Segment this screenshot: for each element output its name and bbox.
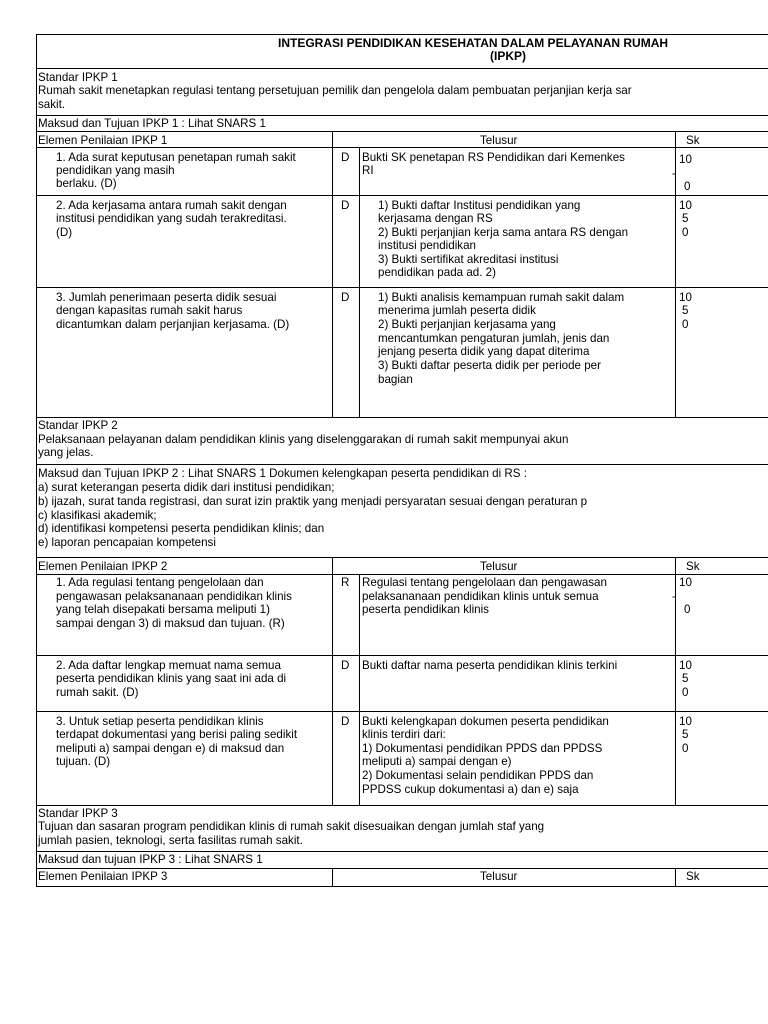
std2-list-c: c) klasifikasi akademik;: [38, 509, 157, 522]
divider: [36, 115, 768, 116]
std1-row3-telusur-3: 2) Bukti perjanjian kerjasama yang: [378, 318, 556, 331]
std1-row2-telusur-4: institusi pendidikan: [378, 239, 476, 252]
std3-label: Standar IPKP 3: [38, 807, 118, 820]
std2-row3-skor-2: 5: [682, 728, 689, 741]
std3-maksud: Maksud dan tujuan IPKP 3 : Lihat SNARS 1: [38, 853, 263, 866]
std1-row1-skor-1: 10: [679, 153, 692, 166]
std2-row2-skor-1: 10: [679, 659, 692, 672]
std1-row3-telusur-7: bagian: [378, 373, 413, 386]
std2-row1-elemen-2: pengawasan pelaksananaan pendidikan klinis: [56, 590, 292, 603]
col-divider: [675, 574, 676, 805]
std2-row2-skor-2: 5: [682, 672, 689, 685]
std2-row3-telusur-5: 2) Dokumentasi selain pendidikan PPDS dan: [362, 769, 594, 782]
std3-text-1: Tujuan dan sasaran program pendidikan klinis di rumah sakit disesuaikan dengan jumlah staf yang: [38, 820, 545, 833]
std2-row1-code: R: [341, 576, 350, 589]
std1-row1-elemen-2: pendidikan yang masih: [56, 164, 175, 177]
std2-text-1: Pelaksanaan pelayanan dalam pendidikan klinis yang diselenggarakan di rumah sakit mempunyai akun: [38, 433, 569, 446]
std1-header-elemen: Elemen Penilaian IPKP 1: [38, 134, 168, 147]
std2-row3-skor-1: 10: [679, 715, 692, 728]
std2-maksud: Maksud dan Tujuan IPKP 2 : Lihat SNARS 1 Dokumen kelengkapan peserta pendidikan di RS :: [38, 467, 527, 480]
divider: [36, 711, 768, 712]
divider: [36, 805, 768, 806]
std1-row2-code: D: [341, 199, 350, 212]
std2-row1-telusur-2: pelaksananaan pendidikan klinis untuk semua: [362, 590, 599, 603]
std2-row3-telusur-4: meliputi a) sampai dengan e): [362, 755, 512, 768]
divider: [36, 68, 768, 69]
std1-row1-telusur-1: Bukti SK penetapan RS Pendidikan dari Kemenkes: [362, 151, 625, 164]
std2-row3-elemen-1: 3. Untuk setiap peserta pendidikan klinis: [56, 715, 264, 728]
std1-label: Standar IPKP 1: [38, 71, 118, 84]
std2-label: Standar IPKP 2: [38, 419, 118, 432]
std2-list-a: a) surat keterangan peserta didik dari institusi pendidikan;: [38, 481, 335, 494]
divider: [36, 464, 768, 465]
std1-row3-skor-3: 0: [682, 318, 689, 331]
std1-row1-telusur-2: RI: [362, 164, 374, 177]
std2-row3-elemen-3: meliputi a) sampai dengan e) di maksud dan: [56, 742, 285, 755]
std2-row3-telusur-3: 1) Dokumentasi pendidikan PPDS dan PPDSS: [362, 742, 603, 755]
std1-row1-skor-3: 0: [684, 180, 691, 193]
std2-row1-elemen-3: yang telah disepakati bersama meliputi 1): [56, 603, 270, 616]
std1-row3-telusur-5: jenjang peserta didik yang dapat diterima: [378, 345, 590, 358]
std3-header-elemen: Elemen Penilaian IPKP 3: [38, 870, 168, 883]
divider: [36, 195, 768, 196]
divider: [36, 131, 768, 132]
std1-row3-telusur-4: mencantumkan pengaturan jumlah, jenis dan: [378, 332, 610, 345]
std1-row3-elemen-2: dengan kapasitas rumah sakit harus: [56, 304, 243, 317]
std2-row2-elemen-2: peserta pendidikan klinis yang saat ini ada di: [56, 672, 287, 685]
std1-row2-telusur-1: 1) Bukti daftar Institusi pendidikan yang: [378, 199, 581, 212]
std1-header-skor: Sk: [686, 134, 700, 147]
std3-text-2: jumlah pasien, teknologi, serta fasilitas rumah sakit.: [38, 834, 303, 847]
col-divider: [332, 574, 333, 805]
std1-row3-code: D: [341, 291, 350, 304]
divider: [36, 287, 768, 288]
left-border: [36, 34, 37, 887]
col-divider: [332, 557, 333, 574]
std2-row2-skor-3: 0: [682, 686, 689, 699]
std2-list-b: b) ijazah, surat tanda registrasi, dan surat izin praktik yang menjadi persyaratan sesuai dengan peraturan p: [38, 495, 588, 508]
std1-row2-telusur-3: 2) Bukti perjanjian kerja sama antara RS dengan: [378, 226, 629, 239]
col-divider: [675, 131, 676, 147]
document-title: INTEGRASI PENDIDIKAN KESEHATAN DALAM PELAYANAN RUMAH: [278, 36, 669, 50]
std1-row3-elemen-3: dicantumkan dalam perjanjian kerjasama. (D): [56, 318, 290, 331]
top-border: [36, 34, 768, 35]
std1-row2-telusur-5: 3) Bukti sertifikat akreditasi institusi: [378, 253, 559, 266]
std3-header-telusur: Telusur: [480, 870, 518, 883]
col-divider: [675, 147, 676, 417]
std2-row1-skor-1: 10: [679, 576, 692, 589]
std2-row3-code: D: [341, 715, 350, 728]
col-divider: [359, 147, 360, 417]
divider: [36, 655, 768, 656]
std2-text-2: yang jelas.: [38, 446, 94, 459]
std1-row1-skor-2: -: [672, 167, 676, 180]
std1-row3-telusur-6: 3) Bukti daftar peserta didik per periode per: [378, 359, 601, 372]
std1-text-1: Rumah sakit menetapkan regulasi tentang persetujuan pemilik dan pengelola dalam pembuatan perjanjian kerja sar: [38, 84, 632, 97]
std1-row2-elemen-3: (D): [56, 226, 73, 239]
std1-row1-elemen-3: berlaku. (D): [56, 177, 117, 190]
std2-row2-elemen-3: rumah sakit. (D): [56, 686, 139, 699]
col-divider: [332, 131, 333, 147]
std2-header-elemen: Elemen Penilaian IPKP 2: [38, 560, 168, 573]
col-divider: [332, 868, 333, 887]
divider: [36, 557, 768, 558]
std1-row3-elemen-1: 3. Jumlah penerimaan peserta didik sesuai: [56, 291, 277, 304]
std1-row3-telusur-1: 1) Bukti analisis kemampuan rumah sakit dalam: [378, 291, 625, 304]
std2-row3-telusur-1: Bukti kelengkapan dokumen peserta pendidikan: [362, 715, 609, 728]
std2-row1-skor-3: 0: [684, 603, 691, 616]
std2-row2-telusur-1: Bukti daftar nama peserta pendidikan klinis terkini: [362, 659, 618, 672]
std1-row1-elemen-1: 1. Ada surat keputusan penetapan rumah sakit: [56, 151, 296, 164]
std2-row3-skor-3: 0: [682, 742, 689, 755]
col-divider: [675, 868, 676, 887]
std2-row3-elemen-4: tujuan. (D): [56, 755, 111, 768]
std2-list-e: e) laporan pencapaian kompetensi: [38, 536, 216, 549]
std2-header-telusur: Telusur: [480, 560, 518, 573]
std2-row3-telusur-6: PPDSS cukup dokumentasi a) dan e) saja: [362, 783, 579, 796]
std2-row2-code: D: [341, 659, 350, 672]
divider: [36, 417, 768, 418]
std1-row2-skor-3: 0: [682, 226, 689, 239]
divider: [36, 574, 768, 575]
col-divider: [332, 147, 333, 417]
std1-row3-telusur-2: menerima jumlah peserta didik: [378, 304, 536, 317]
document-title-abbr: (IPKP): [490, 49, 526, 63]
col-divider: [359, 574, 360, 805]
std1-row2-skor-1: 10: [679, 199, 692, 212]
std2-row1-elemen-1: 1. Ada regulasi tentang pengelolaan dan: [56, 576, 264, 589]
std1-text-2: sakit.: [38, 98, 66, 111]
divider: [36, 868, 768, 869]
std1-row1-code: D: [341, 151, 350, 164]
std2-header-skor: Sk: [686, 560, 700, 573]
col-divider: [675, 557, 676, 574]
std1-row2-skor-2: 5: [682, 212, 689, 225]
std2-row1-telusur-3: peserta pendidikan klinis: [362, 603, 489, 616]
std3-header-skor: Sk: [686, 870, 700, 883]
std1-row3-skor-1: 10: [679, 291, 692, 304]
std1-row3-skor-2: 5: [682, 304, 689, 317]
std1-row2-telusur-2: kerjasama dengan RS: [378, 212, 493, 225]
divider: [36, 147, 768, 148]
std2-list-d: d) identifikasi kompetensi peserta pendidikan klinis; dan: [38, 522, 325, 535]
std1-maksud: Maksud dan Tujuan IPKP 1 : Lihat SNARS 1: [38, 117, 266, 130]
std2-row1-telusur-1: Regulasi tentang pengelolaan dan pengawasan: [362, 576, 607, 589]
std2-row3-elemen-2: terdapat dokumentasi yang berisi paling sedikit: [56, 728, 298, 741]
std1-row2-elemen-2: institusi pendidikan yang sudah terakreditasi.: [56, 212, 287, 225]
std2-row2-elemen-1: 2. Ada daftar lengkap memuat nama semua: [56, 659, 281, 672]
std1-row2-elemen-1: 2. Ada kerjasama antara rumah sakit dengan: [56, 199, 287, 212]
std2-row1-skor-2: -: [672, 590, 676, 603]
divider: [36, 886, 768, 887]
std1-header-telusur: Telusur: [480, 134, 518, 147]
std2-row3-telusur-2: klinis terdiri dari:: [362, 728, 446, 741]
divider: [36, 851, 768, 852]
std2-row1-elemen-4: sampai dengan 3) di maksud dan tujuan. (R): [56, 617, 285, 630]
std1-row2-telusur-6: pendidikan pada ad. 2): [378, 266, 496, 279]
